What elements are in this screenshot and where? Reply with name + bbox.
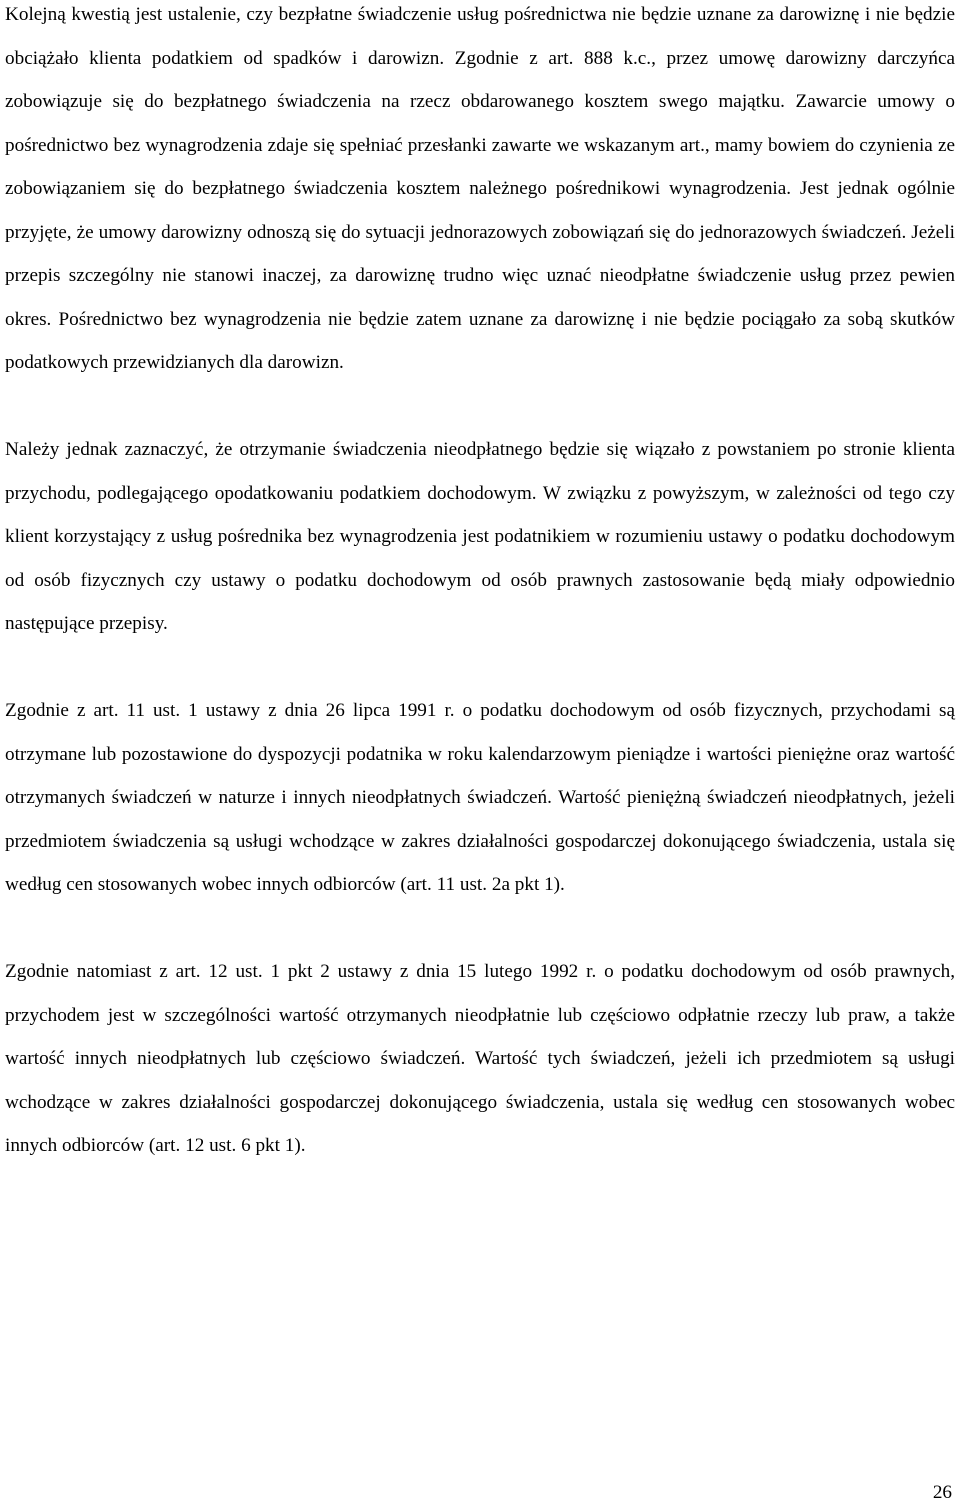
- paragraph-pit-article-11: Zgodnie z art. 11 ust. 1 ustawy z dnia 26 lipca 1991 r. o podatku dochodowym od osób fizycznych, przychodami są otrzymane lub pozostawione do dyspozycji podatnika w roku kalendarzowym pieniądze i wartości pieniężne oraz wartość otrzymanych świadczeń w naturze i innych nieodpłatnych świadczeń. Wartość pieniężną świadczeń nieodpłatnych, jeżeli przedmiotem świadczenia są usługi wchodzące w zakres działalności gospodarczej dokonującego świadczenia, ustala się według cen stosowanych wobec innych odbiorców (art. 11 ust. 2a pkt 1).: [5, 700, 955, 895]
- paragraph-donation-question: Kolejną kwestią jest ustalenie, czy bezpłatne świadczenie usług pośrednictwa nie będzie uznane za darowiznę i nie będzie obciążało klienta podatkiem od spadków i darowizn. Zgodnie z art. 888 k.c., przez umowę darowizny darczyńca zobowiązuje się do bezpłatnego świadczenia na rzecz obdarowanego kosztem swego majątku. Zawarcie umowy o pośrednictwo bez wynagrodzenia zdaje się spełniać przesłanki zawarte we wskazanym art., mamy bowiem do czynienia ze zobowiązaniem się do bezpłatnego świadczenia kosztem należnego pośrednikowi wynagrodzenia. Jest jednak ogólnie przyjęte, że umowy darowizny odnoszą się do sytuacji jednorazowych zobowiązań się do jednorazowych świadczeń. Jeżeli przepis szczególny nie stanowi inaczej, za darowiznę trudno więc uznać nieodpłatne świadczenie usług przez pewien okres. Pośrednictwo bez wynagrodzenia nie będzie zatem uznane za darowiznę i nie będzie pociągało za sobą skutków podatkowych przewidzianych dla darowizn.: [5, 4, 955, 373]
- paragraph-income-taxation: Należy jednak zaznaczyć, że otrzymanie świadczenia nieodpłatnego będzie się wiązało z powstaniem po stronie klienta przychodu, podlegającego opodatkowaniu podatkiem dochodowym. W związku z powyższym, w zależności od tego czy klient korzystający z usług pośrednika bez wynagrodzenia jest podatnikiem w rozumieniu ustawy o podatku dochodowym od osób fizycznych czy ustawy o podatku dochodowym od osób prawnych zastosowanie będą miały odpowiednio następujące przepisy.: [5, 439, 955, 634]
- page-number: 26: [932, 1482, 952, 1503]
- paragraph-cit-article-12: Zgodnie natomiast z art. 12 ust. 1 pkt 2 ustawy z dnia 15 lutego 1992 r. o podatku dochodowym od osób prawnych, przychodem jest w szczególności wartość otrzymanych nieodpłatnie lub częściowo odpłatnie rzeczy lub praw, a także wartość innych nieodpłatnych lub częściowo świadczeń. Wartość tych świadczeń, jeżeli ich przedmiotem są usługi wchodzące w zakres działalności gospodarczej dokonującego świadczenia, ustala się według cen stosowanych wobec innych odbiorców (art. 12 ust. 6 pkt 1).: [5, 961, 955, 1156]
- document-page: [5, 0, 955, 1168]
